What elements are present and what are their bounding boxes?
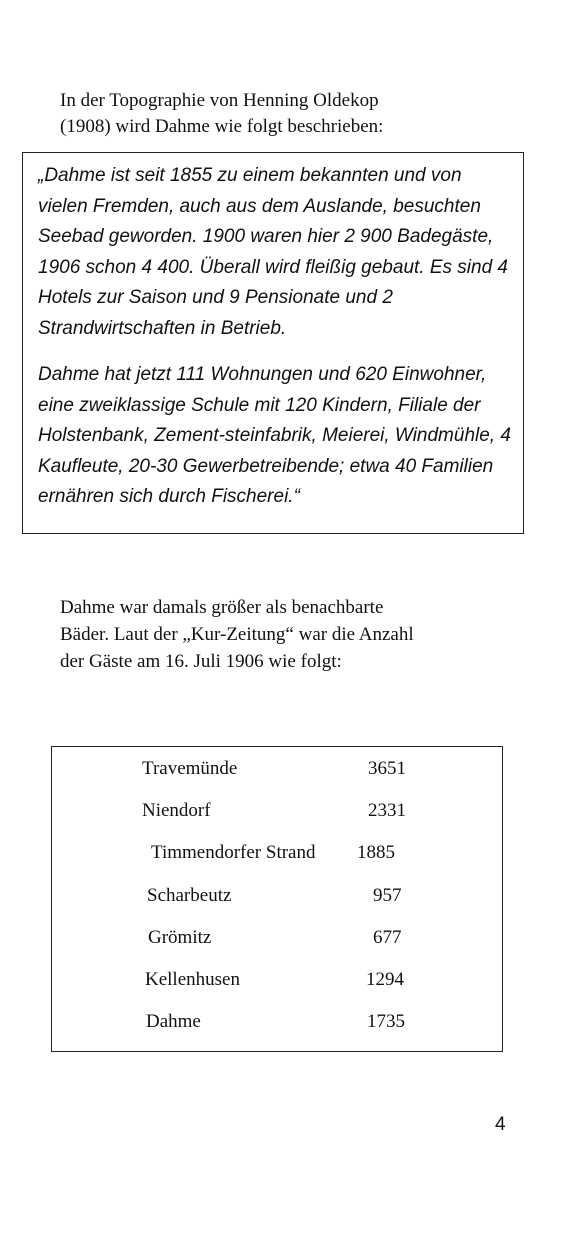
quote-box (22, 152, 524, 534)
comparison-line-3: der Gäste am 16. Juli 1906 wie folgt: (60, 651, 342, 672)
comparison-line-1: Dahme war damals größer als benachbarte (60, 597, 384, 618)
place-name: Grömitz (148, 927, 212, 948)
intro-paragraph (60, 88, 500, 140)
guest-count-table (51, 746, 503, 1052)
quote-paragraph-1: „Dahme ist seit 1855 zu einem bekannten und von vielen Fremden, auch aus dem Auslande, besuchten Seebad geworden. 1900 waren hier 2 900 Badegäste, 1906 schon 4 400. Überall wird fleißig gebaut. Es sind 4 Hotels zur Saison und 9 Pensionate und 2 Strandwirtschaften in Betrieb. (38, 165, 508, 339)
guest-count: 1885 (357, 842, 395, 863)
place-name: Timmendorfer Strand (151, 842, 316, 863)
place-name: Scharbeutz (147, 885, 232, 906)
intro-line-2: (1908) wird Dahme wie folgt beschrieben: (60, 116, 384, 137)
quote-paragraph-2: Dahme hat jetzt 111 Wohnungen und 620 Einwohner, eine zweiklassige Schule mit 120 Kindern, Filiale der Holstenbank, Zement-steinfabrik, Meierei, Windmühle, 4 Kaufleute, 20-30 Gewerbetreibende; etwa 40 Familien ernähren sich durch Fischerei.“ (38, 364, 511, 507)
guest-count: 677 (373, 927, 402, 948)
guest-count: 957 (373, 885, 402, 906)
guest-count: 1735 (367, 1011, 405, 1032)
guest-count: 2331 (368, 800, 406, 821)
quote-text (38, 161, 513, 529)
intro-line-1: In der Topographie von Henning Oldekop (60, 90, 379, 111)
guest-count: 3651 (368, 758, 406, 779)
guest-count: 1294 (366, 969, 404, 990)
comparison-line-2: Bäder. Laut der „Kur-Zeitung“ war die Anzahl (60, 624, 414, 645)
place-name: Travemünde (142, 758, 238, 779)
place-name: Niendorf (142, 800, 211, 821)
place-name: Kellenhusen (145, 969, 240, 990)
place-name: Dahme (146, 1011, 201, 1032)
page-number: 4 (495, 1114, 506, 1135)
comparison-paragraph (60, 594, 500, 675)
